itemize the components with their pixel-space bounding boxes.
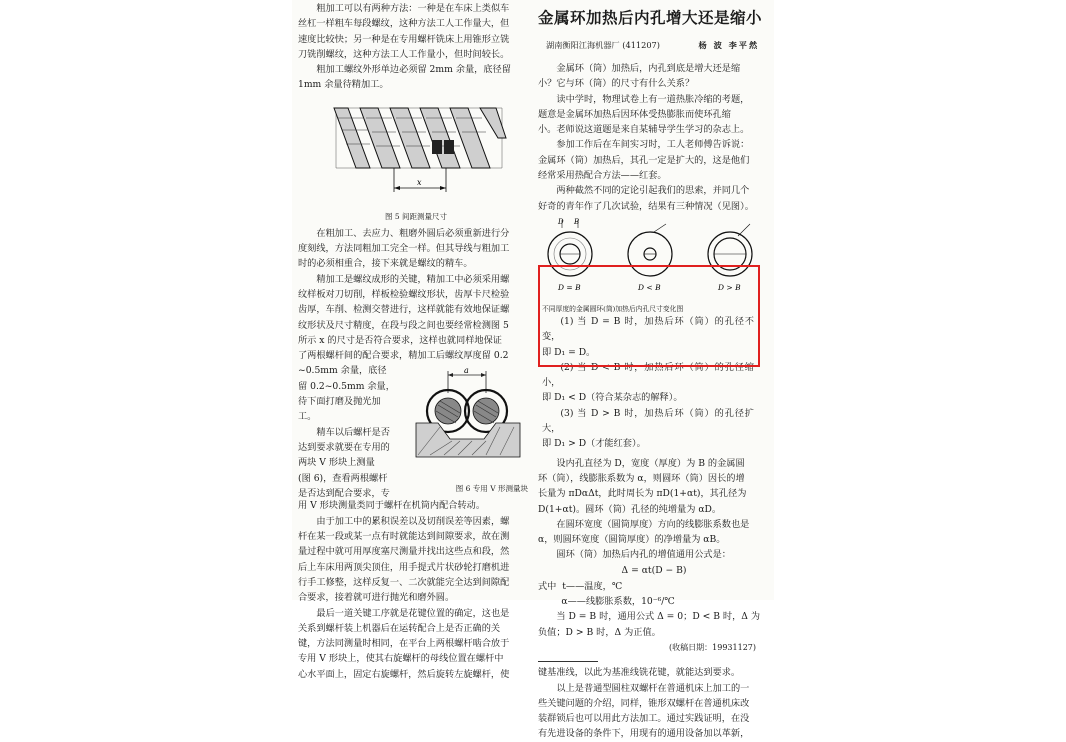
text-line: 经常采用热配合方法——红套。 bbox=[538, 170, 667, 182]
text-line: 金属环（筒）加热后，其孔一定是扩大的，这是他们 bbox=[538, 154, 750, 166]
text-line: 金属环（筒）加热后，内孔到底是增大还是缩 bbox=[556, 63, 741, 74]
figure-5-screw bbox=[326, 88, 514, 212]
text-line: 小。老师说这道题是来自某辅导学生学习的杂志上。 bbox=[538, 124, 750, 136]
ring-label-equal: D = B bbox=[558, 282, 581, 292]
text-line: 有先进设备的条件下，用现有的通用设备加以革新， bbox=[538, 728, 750, 740]
right-para-1 bbox=[538, 61, 770, 214]
text-line: 量过程中就可用厚度塞尺测量并找出这些点和段，然 bbox=[298, 546, 510, 558]
text-line: 长量为 πDαΔt，此时周长为 πD(1+αt)，其孔径为 bbox=[538, 488, 747, 500]
text-line: 在圆环宽度（圆筒厚度）方向的线膨胀系数也是 bbox=[556, 518, 750, 530]
box-line: 即 D₁ < D（符合某杂志的解释）。 bbox=[542, 392, 683, 404]
text-line: 丝杠一样粗车每段螺纹，这种方法工人工作量大，但 bbox=[298, 18, 510, 30]
text-line: 时的必须相重合，接下来就是螺纹的精车。 bbox=[298, 258, 473, 270]
text-line: 刀铣削螺纹，这种方法工人工作量小，但时间较长。 bbox=[298, 48, 510, 60]
text-line: 当 D = B 时，通用公式 Δ = 0；D < B 时，Δ 为 bbox=[556, 611, 761, 623]
left-para-2 bbox=[298, 226, 534, 364]
text-line: 行手工修整，这样反复一、二次就能完全达到间隙配 bbox=[298, 576, 510, 588]
continued-text bbox=[538, 665, 770, 741]
text-line: 了两根螺杆间的配合要求，精加工后螺纹厚度留 0.2 bbox=[298, 350, 509, 362]
received-date: (收稿日期：19931127) bbox=[669, 642, 756, 652]
text-line: 纹样板对刀切削，样板检验螺纹形状，齿厚卡尺检验 bbox=[298, 288, 510, 300]
article-byline bbox=[546, 40, 770, 51]
text-line: 精车以后螺杆是否 bbox=[316, 426, 390, 438]
figure-caption: 不同厚度的金属圆环(筒)加热后内孔尺寸变化图 bbox=[542, 304, 684, 313]
left-intro bbox=[298, 1, 534, 93]
right-column bbox=[538, 0, 770, 742]
author-affiliation: 湖南衡阳江海机器厂 (411207) bbox=[546, 40, 660, 50]
text-line: 纹形状及尺寸精度，在段与段之间也要经常检测图 5 bbox=[298, 319, 509, 331]
box-line: 即 D₁ = D。 bbox=[542, 346, 596, 358]
right-para-2 bbox=[538, 456, 770, 563]
text-line: 达到要求就要在专用的 bbox=[298, 441, 390, 453]
text-line: 专用 V 形块上，使其右旋螺杆的母线位置在螺杆中 bbox=[298, 653, 504, 665]
text-line: 杆在某一段或某一点有时就能达到间隙要求，故在测 bbox=[298, 531, 510, 543]
text-line: 两块 V 形块上测量 bbox=[298, 457, 375, 469]
figure-5-caption: 图 5 间距测量尺寸 bbox=[384, 211, 448, 221]
figure-6-v-block bbox=[410, 365, 528, 481]
text-line: 读中学时，物理试卷上有一道热胀冷缩的考题， bbox=[556, 93, 750, 105]
text-line: 参加工作后在车间实习时，工人老师傅告诉说： bbox=[556, 139, 750, 151]
box-line: 即 D₁ > D（才能红套）。 bbox=[542, 438, 646, 450]
box-line: (1) 当 D = B 时，加热后环（筒）的孔径不变， bbox=[542, 315, 754, 343]
ring-dim-b: B bbox=[574, 217, 580, 226]
text-line: 键基准线，以此为基准线铣花键，就能达到要求。 bbox=[538, 667, 741, 679]
text-line: 键，方法同测量时相同，在平台上两根螺杆啮合放于 bbox=[298, 638, 510, 650]
figure-5-dim-label: x bbox=[417, 178, 422, 187]
box-line: (2) 当 D < B 时，加热后环（筒）的孔径缩小， bbox=[542, 361, 754, 389]
text-line: 是否达到配合要求，专 bbox=[298, 487, 390, 499]
text-line: α，则圆环宽度（圆筒厚度）的净增量为 αB。 bbox=[538, 534, 726, 546]
text-line: 题意是金属环加热后因环体受热膨胀而使环孔缩 bbox=[538, 108, 731, 120]
text-line: 以上是普通型圆柱双螺杆在普通机床上加工的一 bbox=[556, 682, 750, 694]
article-title: 金属环加热后内孔增大还是缩小 bbox=[538, 8, 763, 27]
paper-page bbox=[292, 0, 774, 740]
left-column bbox=[298, 0, 534, 694]
text-line: 后上车床用两顶尖顶住，用手提式片状砂轮打磨机进 bbox=[298, 561, 510, 573]
text-line: 用 V 形块测量类同于螺杆在机筒内配合转动。 bbox=[298, 500, 486, 512]
formula: Δ = αt(D − B) bbox=[621, 564, 687, 576]
formula-where bbox=[538, 579, 770, 610]
text-line: 合要求，接着就可进行抛光和磨外圆。 bbox=[298, 592, 455, 604]
text-line: 工。 bbox=[298, 411, 317, 423]
text-line: 粗加工螺纹外形单边必须留 2mm 余量，底径留 bbox=[316, 64, 511, 76]
where-line: 式中 t——温度，℃ bbox=[538, 580, 623, 592]
text-line: 负值；D > B 时，Δ 为正值。 bbox=[538, 626, 661, 638]
ring-label-greater: D > B bbox=[718, 282, 741, 292]
text-line: 两种截然不同的定论引起我们的思索，并同几个 bbox=[556, 185, 750, 197]
text-line: 环（筒），线膨胀系数为 α，则圆环（筒）因长的增 bbox=[538, 472, 745, 484]
text-line: 关系到螺杆装上机器后在运转配合上是否正确的关 bbox=[298, 622, 501, 634]
text-line: 装群锁后也可以用此方法加工。通过实践证明，在没 bbox=[538, 713, 750, 725]
wrapped-text bbox=[298, 363, 410, 501]
figure-6-caption: 图 6 专用 V 形测量块 bbox=[455, 484, 528, 494]
text-line: 最后一道关键工序就是花键位置的确定，这也是 bbox=[316, 607, 510, 619]
text-line: D(1+αt)。圆环（筒）孔径的纯增量为 αD。 bbox=[538, 503, 722, 515]
text-line: 1mm 余量待精加工。 bbox=[298, 79, 389, 91]
figure-6-dim-label: a bbox=[464, 366, 469, 376]
text-line: (图 6)，查看两根螺杆 bbox=[298, 472, 388, 484]
text-line: 速度比较快；另一种是在专用螺杆铣床上用锥形立铣 bbox=[298, 33, 510, 45]
text-line: 齿厚，车削、检测交替进行，这样就能有效地保证螺 bbox=[298, 304, 510, 316]
author-names: 杨 波 李平然 bbox=[698, 40, 760, 50]
highlight-box bbox=[538, 265, 760, 367]
text-line: 好奇的青年作了几次试验，结果有三种情况（见图）。 bbox=[538, 200, 754, 212]
text-line: 所示 x 的尺寸是否符合要求，这样也就同样地保证 bbox=[298, 334, 502, 346]
text-line: 由于加工中的累积误差以及切削误差等因素，螺 bbox=[316, 515, 510, 527]
text-line: 待下面打磨及抛光加 bbox=[298, 396, 381, 408]
text-line: 留 0.2~0.5mm 余量， bbox=[298, 380, 395, 392]
ring-label-less: D < B bbox=[638, 282, 661, 292]
section-rule bbox=[538, 661, 598, 662]
box-line: (3) 当 D > B 时，加热后环（筒）的孔径扩大， bbox=[542, 407, 754, 435]
text-line: 度刻线，方法同粗加工完全一样。但其导线与粗加工 bbox=[298, 243, 510, 255]
text-line: 圆环（筒）加热后内孔的增值通用公式是： bbox=[556, 549, 731, 561]
text-line: ~0.5mm 余量，底径 bbox=[298, 365, 387, 377]
text-line: 些关键问题的介绍，同样，锥形双螺杆在普通机床改 bbox=[538, 697, 750, 709]
right-para-3 bbox=[538, 609, 770, 640]
text-line: 心水平面上，固定右旋螺杆，然后旋转左旋螺杆，使 bbox=[298, 668, 510, 680]
text-line: 精加工是螺纹成形的关键，精加工中必须采用螺 bbox=[316, 273, 510, 285]
text-line: 设内孔直径为 D，宽度（厚度）为 B 的金属圆 bbox=[556, 457, 745, 469]
left-para-3 bbox=[298, 483, 534, 682]
where-line: α——线膨胀系数，10⁻⁶/℃ bbox=[538, 596, 675, 608]
text-line: 粗加工可以有两种方法：一种是在车床上类似车 bbox=[316, 3, 510, 14]
ring-dim-d: D bbox=[558, 217, 564, 226]
text-line: 在粗加工、去应力、粗磨外圆后必须重新进行分 bbox=[316, 227, 510, 239]
text-line: 小？它与环（筒）的尺寸有什么关系？ bbox=[538, 78, 695, 90]
wrap-block bbox=[298, 363, 534, 501]
